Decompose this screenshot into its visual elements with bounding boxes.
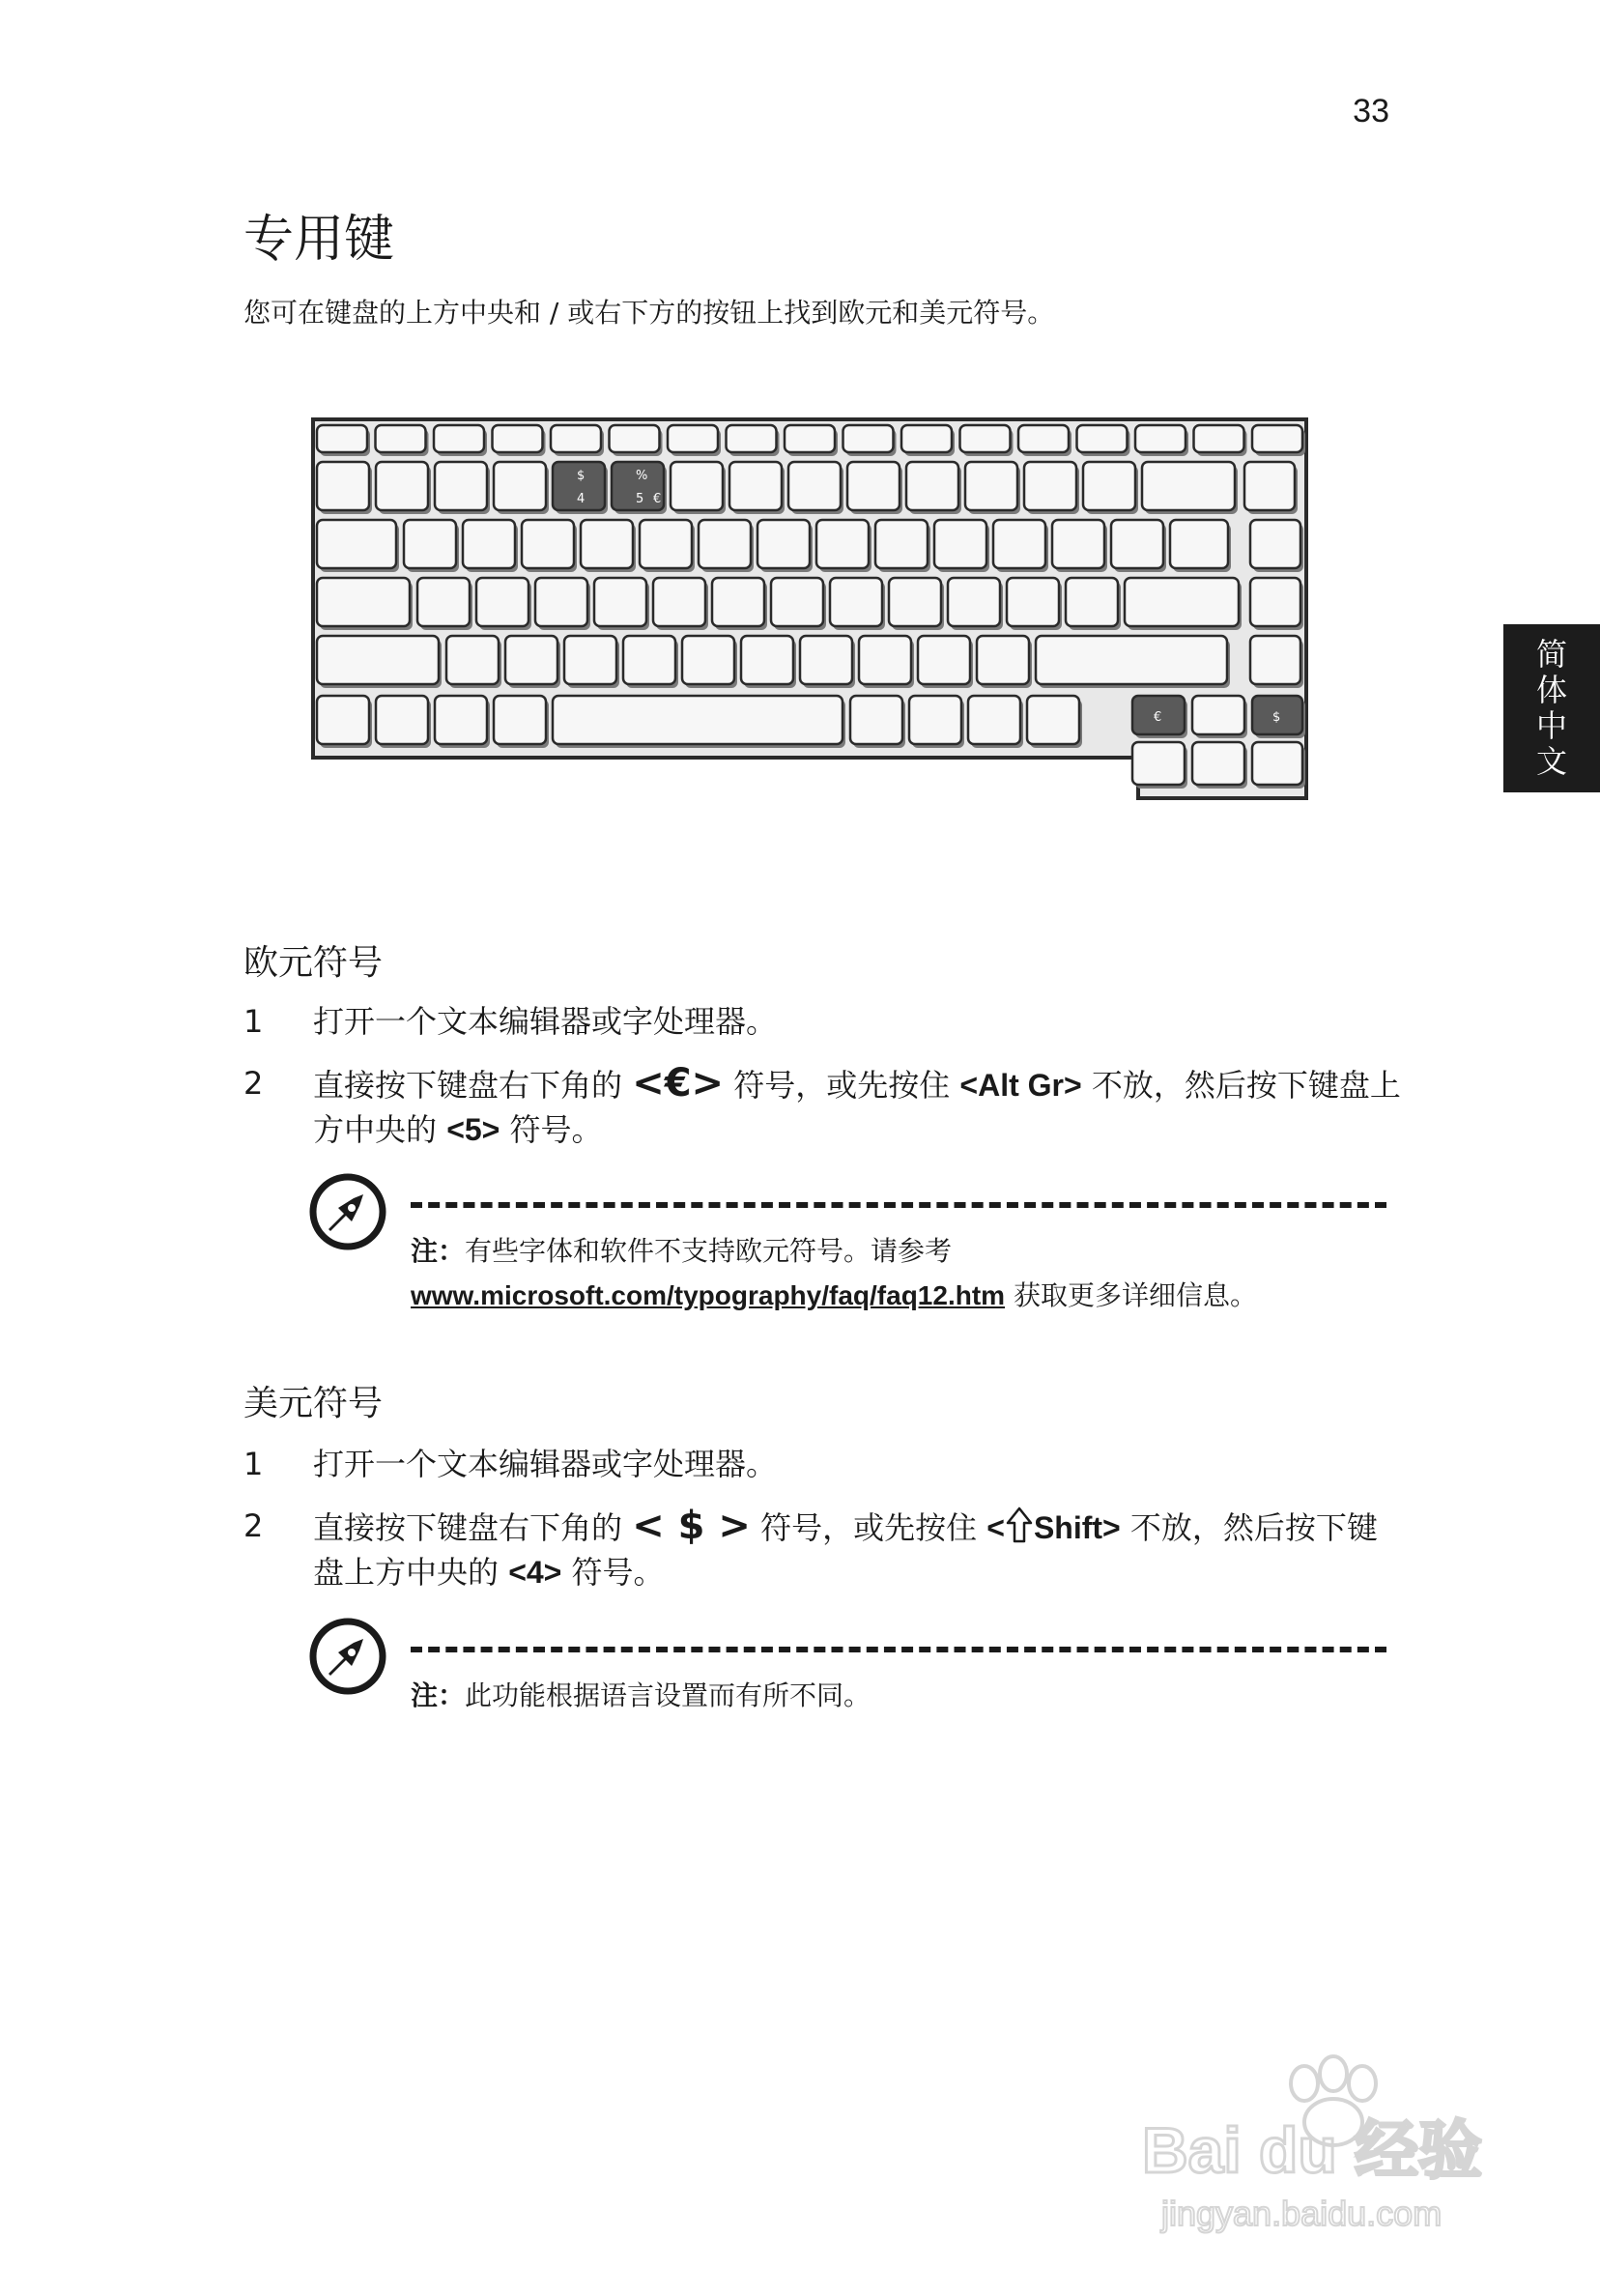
key [610, 425, 660, 452]
key [1250, 636, 1300, 684]
euro-section-title: 欧元符号 [243, 943, 384, 983]
key [1036, 636, 1227, 684]
key [977, 636, 1029, 684]
key [918, 636, 970, 684]
key-label-percent: % [636, 469, 648, 483]
key [727, 425, 777, 452]
dollar-key-label: < $ > [632, 1504, 751, 1548]
five-key-label: <5> [446, 1112, 500, 1147]
key [476, 578, 529, 626]
key [800, 636, 852, 684]
key [847, 462, 900, 510]
side-tab-char: 中 [1535, 707, 1567, 744]
key [1027, 696, 1079, 744]
key [1250, 578, 1300, 626]
key [317, 636, 439, 684]
note-label: 注： [411, 1679, 466, 1711]
key [993, 520, 1045, 568]
key [682, 636, 734, 684]
dollar-step-1 [243, 1442, 1403, 1486]
key [640, 520, 692, 568]
shift-key-open: < [986, 1510, 1005, 1545]
key [417, 578, 470, 626]
euro-key-label: <€> [632, 1061, 725, 1105]
keyboard-svg [305, 414, 1310, 800]
step-text-part: 不放，然后按下键盘上方中央的 [313, 1509, 1378, 1591]
key [1018, 425, 1069, 452]
key [830, 578, 882, 626]
step-text-part: 直接按下键盘右下角的 [313, 1067, 633, 1104]
key [712, 578, 764, 626]
note-body: 有些字体和软件不支持欧元符号。请参考 [465, 1235, 953, 1267]
key [859, 636, 911, 684]
key [494, 696, 546, 744]
key [594, 578, 646, 626]
shift-key-label: Shift> [1033, 1510, 1121, 1545]
key [404, 520, 456, 568]
euro-note [309, 1173, 1391, 1328]
key [729, 462, 782, 510]
key [463, 520, 515, 568]
key [317, 425, 367, 452]
key [446, 636, 499, 684]
right-arrow-key [1252, 742, 1302, 785]
key-label-four: 4 [577, 492, 586, 506]
step-number: 1 [243, 1003, 264, 1040]
key [1252, 425, 1302, 452]
page-number: 33 [1353, 93, 1389, 129]
key [1194, 425, 1244, 452]
step-text-part: 符号，或先按住 [750, 1509, 987, 1546]
key [1077, 425, 1128, 452]
microsoft-faq-link[interactable]: www.microsoft.com/typography/faq/faq12.htm [411, 1280, 1006, 1310]
shift-arrow-icon [1005, 1506, 1034, 1544]
key [906, 462, 958, 510]
key [850, 696, 902, 744]
step-text-part: 符号。 [500, 1111, 603, 1148]
key [505, 636, 557, 684]
step-number: 2 [243, 1065, 264, 1102]
key [1066, 578, 1118, 626]
note-text [411, 1674, 1386, 1718]
key [376, 425, 426, 452]
dollar-section-title: 美元符号 [243, 1384, 384, 1423]
key [317, 578, 410, 626]
key [376, 462, 428, 510]
key [668, 425, 718, 452]
key [581, 520, 633, 568]
note-divider [411, 1647, 1386, 1652]
step-text: 打开一个文本编辑器或字处理器。 [313, 1003, 778, 1040]
intro-paragraph: 您可在键盘的上方中央和 / 或右下方的按钮上找到欧元和美元符号。 [243, 297, 1055, 329]
note-body-end: 获取更多详细信息。 [1005, 1279, 1257, 1311]
note-pen-icon [309, 1618, 386, 1695]
watermark-url: jingyan.baidu.com [1161, 2194, 1443, 2233]
key [699, 520, 751, 568]
key [1052, 520, 1104, 568]
key [1135, 425, 1186, 452]
key [785, 425, 835, 452]
space-bar [553, 696, 843, 744]
dollar-step-2 [243, 1504, 1403, 1593]
key [317, 462, 369, 510]
step-text-part: 符号。 [561, 1554, 665, 1591]
dollar-note [309, 1618, 1391, 1734]
key [965, 462, 1017, 510]
step-text-part: 直接按下键盘右下角的 [313, 1509, 633, 1546]
note-body: 此功能根据语言设置而有所不同。 [465, 1679, 871, 1711]
key [1111, 520, 1163, 568]
key [968, 696, 1020, 744]
key [494, 462, 546, 510]
key [875, 520, 928, 568]
page-heading: 专用键 [243, 211, 395, 269]
key [317, 520, 396, 568]
up-arrow-key [1192, 696, 1244, 734]
language-side-tab [1503, 624, 1600, 792]
key [934, 520, 986, 568]
euro-step-1 [243, 999, 1403, 1044]
key [564, 636, 616, 684]
key-label-dollar: $ [577, 469, 586, 483]
key [771, 578, 823, 626]
key [1250, 520, 1300, 568]
key [1170, 520, 1228, 568]
baidu-jingyan-watermark [1132, 2047, 1519, 2240]
key [435, 696, 487, 744]
step-number: 1 [243, 1446, 264, 1482]
key [551, 425, 601, 452]
key [653, 578, 705, 626]
key [1024, 462, 1076, 510]
key [889, 578, 941, 626]
keyboard-illustration [305, 414, 1310, 800]
key [909, 696, 961, 744]
key-label-euro-bottom: € [1154, 710, 1162, 725]
key [1244, 462, 1295, 510]
key-label-dollar-bottom: $ [1272, 710, 1281, 725]
key [671, 462, 723, 510]
step-text [313, 1061, 1403, 1152]
step-text-part: 符号，或先按住 [724, 1067, 960, 1104]
key [1007, 578, 1059, 626]
key [741, 636, 793, 684]
key [522, 520, 574, 568]
key [843, 425, 894, 452]
note-text [411, 1229, 1386, 1318]
step-text [313, 1504, 1403, 1594]
watermark-brand: Bai du 经验 [1142, 2114, 1483, 2186]
note-pen-icon [309, 1173, 386, 1250]
side-tab-char: 体 [1535, 672, 1567, 708]
side-tab-char: 文 [1535, 743, 1567, 780]
left-arrow-key [1132, 742, 1185, 785]
key [376, 696, 428, 744]
key [788, 462, 841, 510]
key [435, 462, 487, 510]
key [493, 425, 543, 452]
key [901, 425, 952, 452]
key [816, 520, 869, 568]
step-number: 2 [243, 1507, 264, 1544]
step-text: 打开一个文本编辑器或字处理器。 [313, 1446, 778, 1482]
key [1125, 578, 1239, 626]
euro-step-2 [243, 1061, 1403, 1150]
key [948, 578, 1000, 626]
key [960, 425, 1011, 452]
side-tab-char: 简 [1535, 636, 1567, 673]
key-label-five: 5 [636, 492, 644, 506]
step-text-part: 不放，然后按下键盘上方中央的 [313, 1067, 1401, 1148]
key-label-euro: € [653, 492, 662, 506]
key [1083, 462, 1135, 510]
key [623, 636, 675, 684]
note-divider [411, 1202, 1386, 1208]
note-label: 注： [411, 1235, 466, 1267]
key [1142, 462, 1235, 510]
key [757, 520, 810, 568]
key [535, 578, 587, 626]
key [317, 696, 369, 744]
down-arrow-key [1192, 742, 1244, 785]
key [434, 425, 484, 452]
four-key-label: <4> [508, 1555, 562, 1590]
alt-gr-key-label: <Alt Gr> [959, 1068, 1082, 1103]
